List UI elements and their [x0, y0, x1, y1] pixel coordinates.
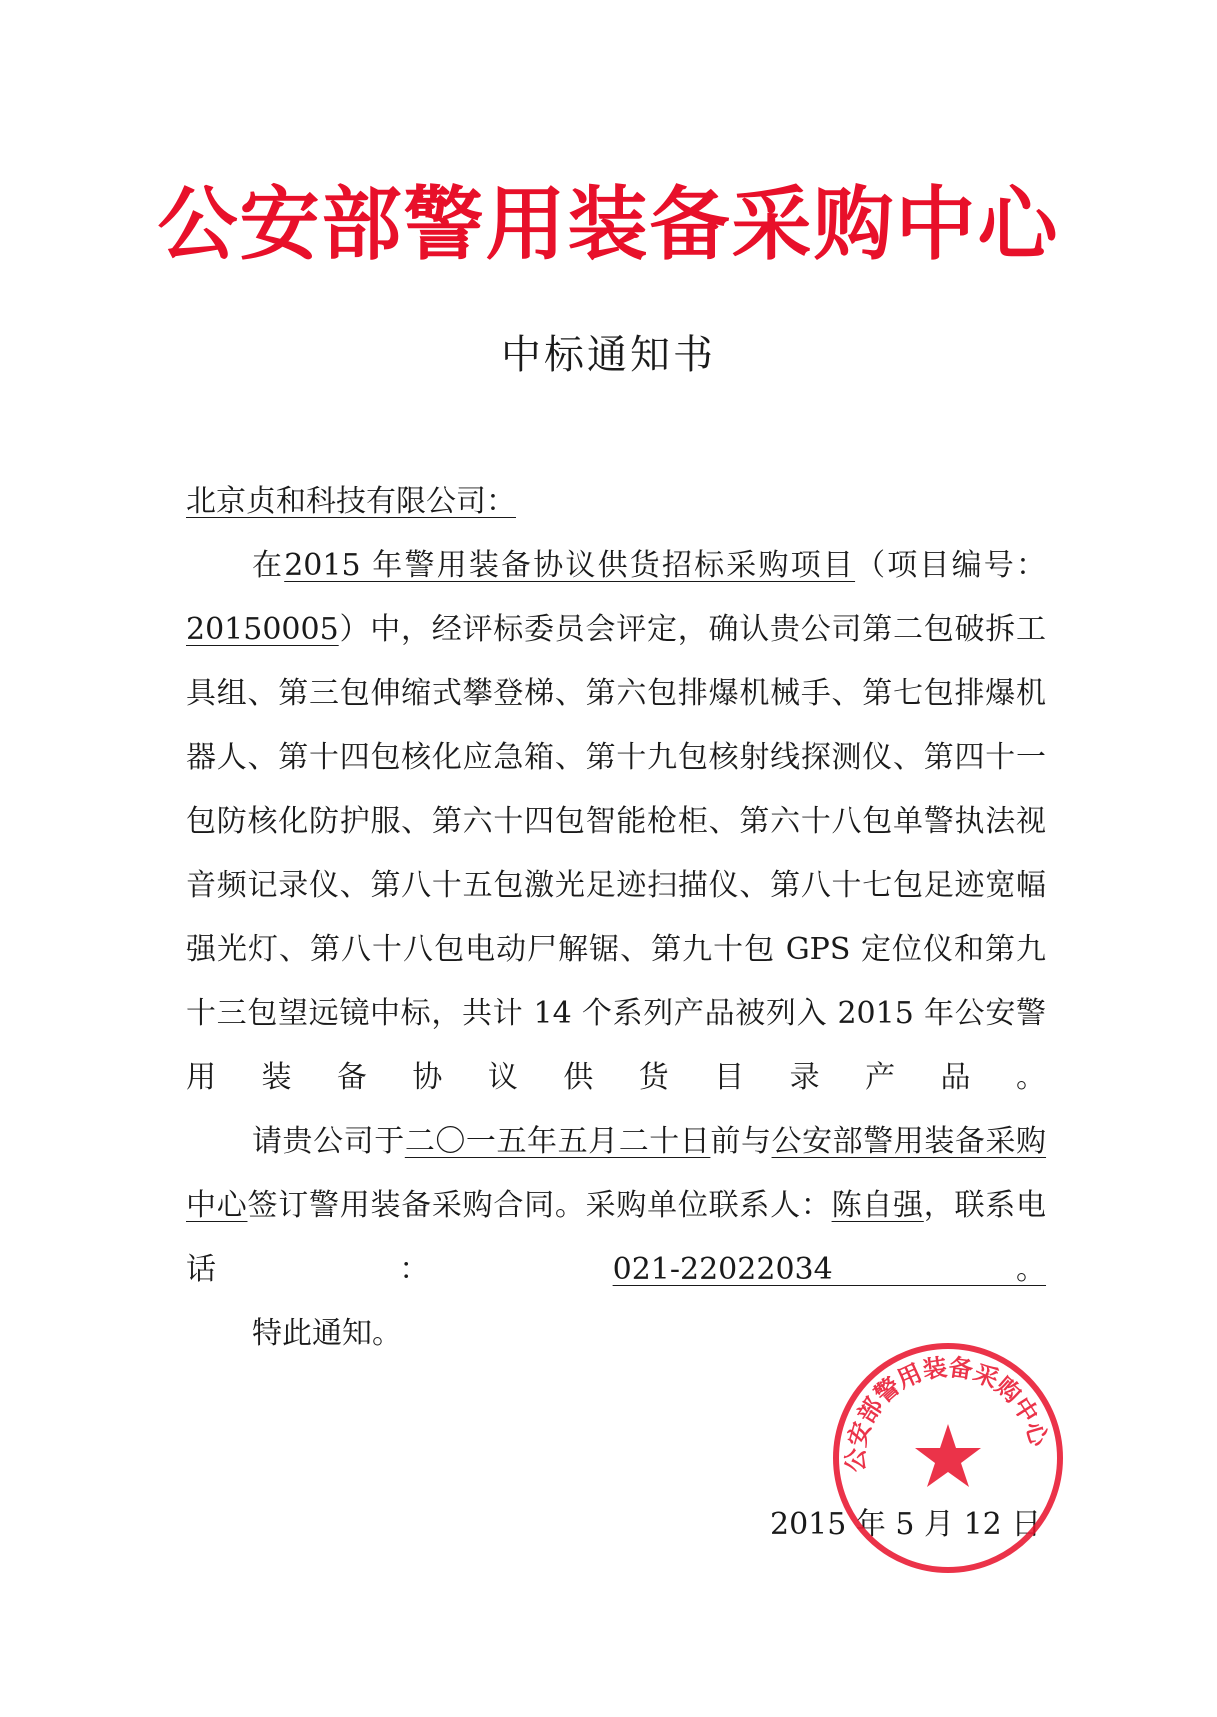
paragraph-contract — [186, 1110, 1046, 1302]
closing-remark: 特此通知。 — [252, 1316, 402, 1351]
para2-text2: 前与 — [710, 1124, 772, 1159]
contact-person: 陈自强 — [831, 1188, 924, 1223]
para2-text4: ，联系电话： — [186, 1188, 1047, 1287]
official-seal — [828, 1338, 1068, 1578]
contact-phone: 021-22022034。 — [612, 1252, 1047, 1287]
issue-date: 2015 年 5 月 12 日 — [770, 1507, 1042, 1542]
paragraph-award — [186, 534, 1046, 1110]
para2-text3: 签订警用装备采购合同。采购单位联系人： — [247, 1188, 832, 1223]
procurement-org: 公安部警用装备采购中心 — [186, 1124, 1047, 1223]
recipient — [186, 470, 1046, 534]
award-details: ）中，经评标委员会评定，确认贵公司第二包破拆工具组、第三包伸缩式攀登梯、第六包排爆机械手、第七包排爆机器人、第十四包核化应急箱、第十九包核射线探测仪、第四十一包防核化防护服、第六十四包智能枪柜、第六十八包单警执法视音频记录仪、第八十五包激光足迹扫描仪、第八十七包足迹宽幅强光灯、第八十八包电动尸解锯、第九十包 GPS 定位仪和第九十三包望远镜中标，共计 14 个系列产品被列入 2015 年公安警用装备协议供货目录产品。 — [186, 612, 1046, 1095]
seal-text-path: 公安部警用装备采购中心 — [841, 1353, 1054, 1473]
document-title: 中标通知书 — [501, 332, 716, 378]
letter-body — [186, 470, 1046, 1366]
letterhead-organization: 公安部警用装备采购中心 — [157, 178, 1060, 271]
project-number: 20150005 — [186, 612, 339, 647]
para2-text1: 请贵公司于 — [252, 1124, 405, 1159]
project-number-label: （项目编号： — [855, 548, 1046, 583]
deadline: 二〇一五年五月二十日 — [404, 1124, 711, 1159]
recipient-name: 北京贞和科技有限公司： — [186, 484, 516, 519]
project-name: 2015 年警用装备协议供货招标采购项目 — [284, 548, 856, 583]
para1-prefix: 在 — [252, 548, 285, 583]
seal-star — [915, 1424, 981, 1487]
